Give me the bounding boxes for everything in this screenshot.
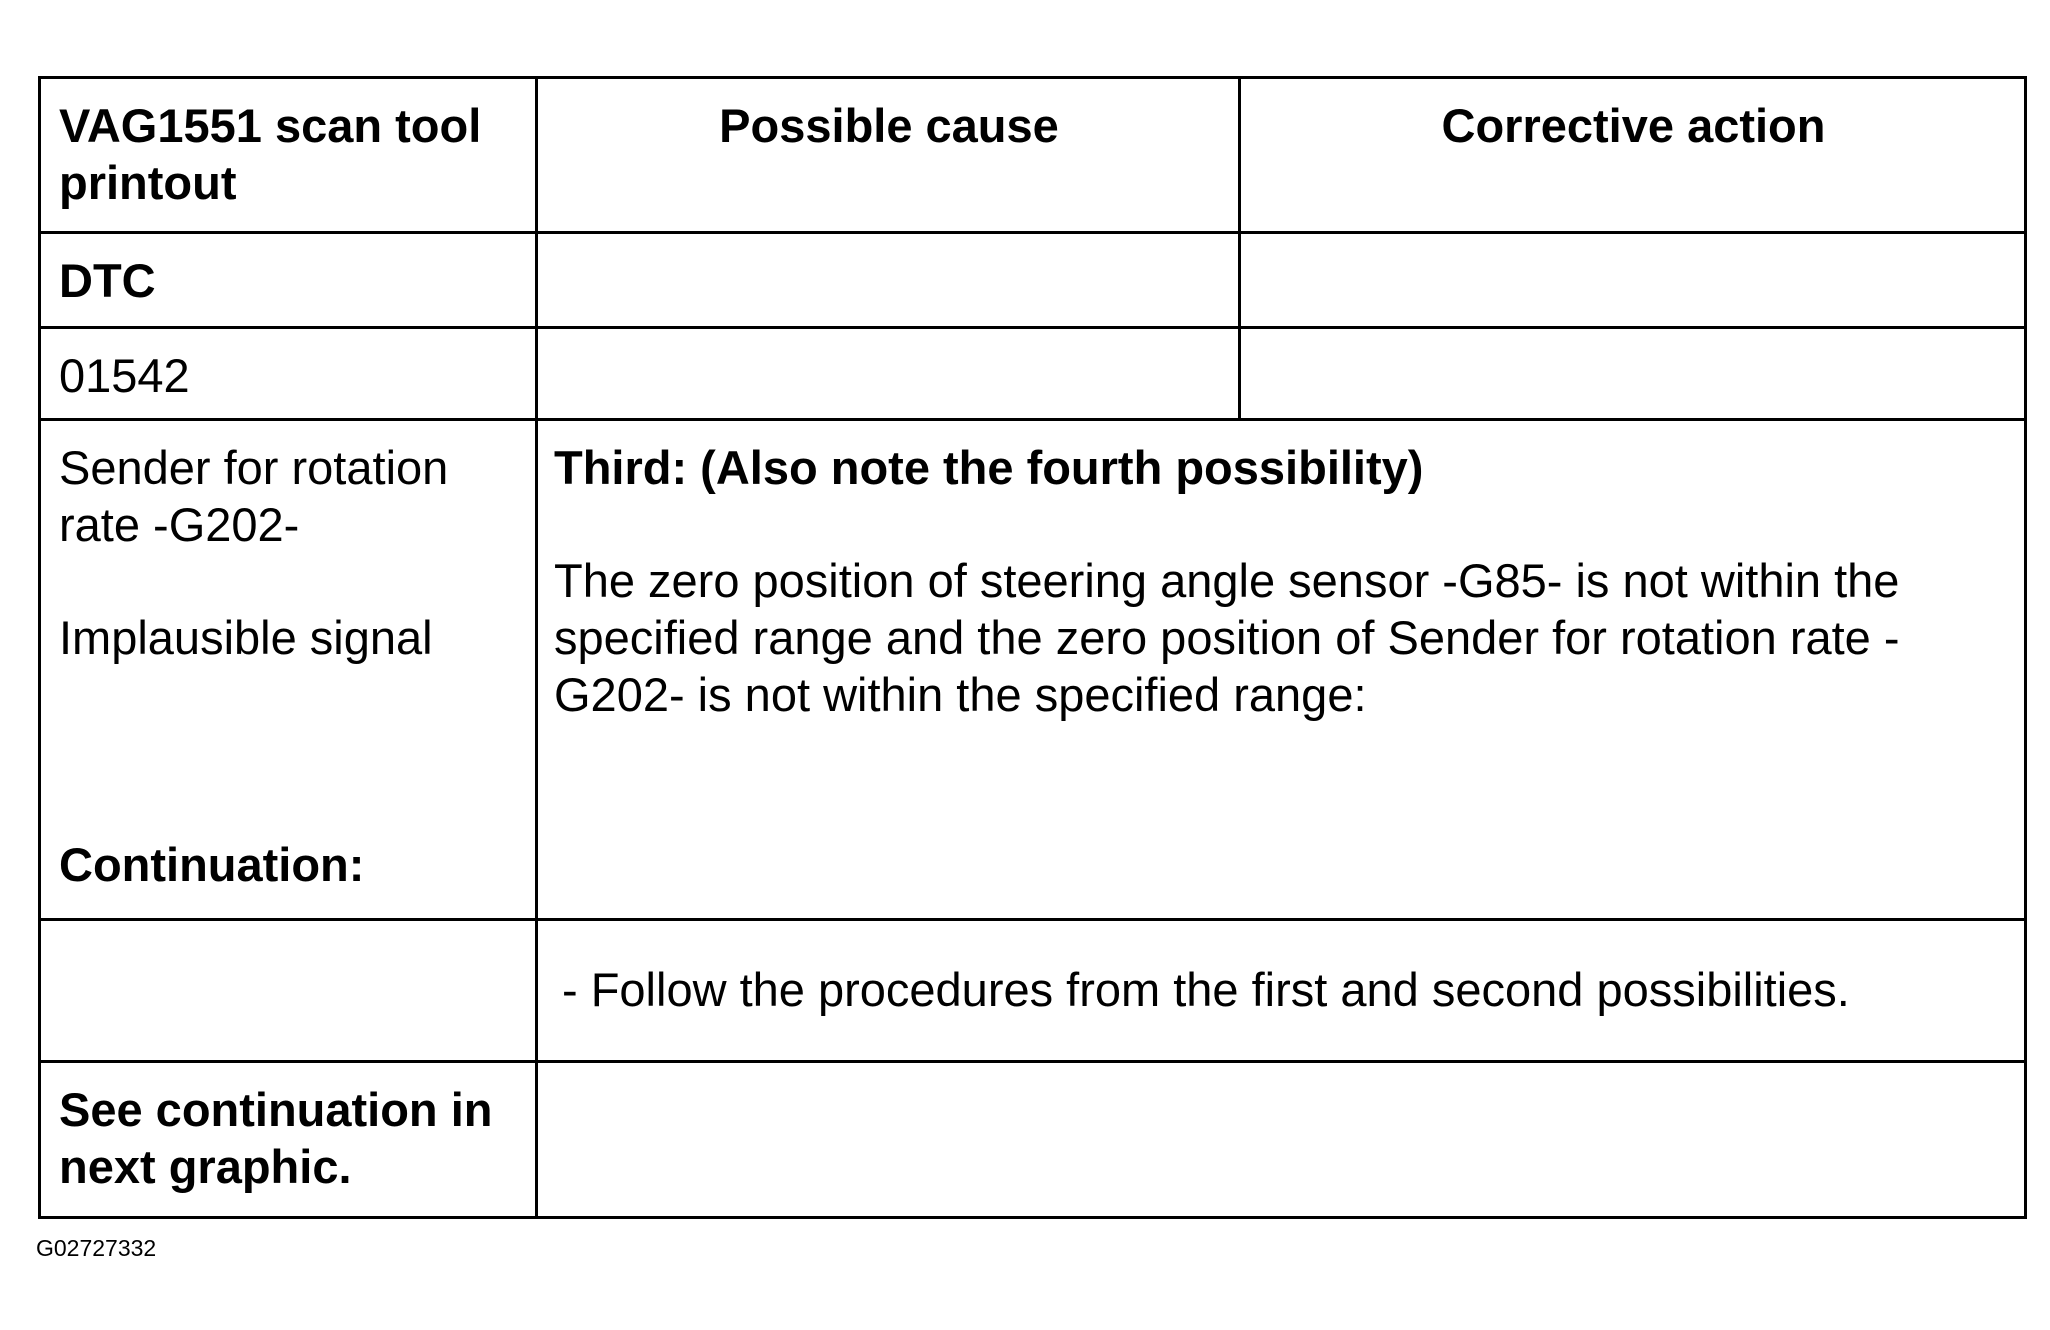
- empty-cell: [1240, 233, 2026, 328]
- empty-cell: [537, 328, 1240, 420]
- fault-name: Sender for rotation rate -G202-: [59, 441, 449, 551]
- fault-description-cell: [40, 420, 537, 920]
- dtc-label: DTC: [59, 254, 156, 307]
- empty-cell: [537, 233, 1240, 328]
- see-continuation-text: See continuation in next graphic.: [59, 1083, 493, 1193]
- continuation-label: Continuation:: [59, 838, 365, 891]
- header-action-label: Corrective action: [1441, 99, 1826, 152]
- empty-cell: [1240, 328, 2026, 420]
- fault-status: Implausible signal: [59, 611, 433, 664]
- header-printout-label: VAG1551 scan tool printout: [59, 99, 482, 209]
- header-cell-cause: [537, 78, 1240, 233]
- possible-cause-cell: [537, 420, 2026, 920]
- dtc-label-cell: [40, 233, 537, 328]
- dtc-label-row: [40, 233, 2026, 328]
- empty-cell: [537, 1062, 2026, 1218]
- dtc-code: 01542: [59, 349, 190, 402]
- corrective-action-cell: [537, 920, 2026, 1062]
- see-continuation-cell: [40, 1062, 537, 1218]
- see-continuation-row: [40, 1062, 2026, 1218]
- fault-row: [40, 420, 2026, 920]
- empty-cell: [40, 920, 537, 1062]
- cause-text: The zero position of steering angle sensor -G85- is not within the specified range and the zero position of Sender for rotation rate -G202- is not within the specified range:: [554, 554, 1900, 721]
- header-cause-label: Possible cause: [719, 99, 1059, 152]
- cause-heading: Third: (Also note the fourth possibility): [554, 441, 1424, 494]
- header-cell-action: [1240, 78, 2026, 233]
- header-row: [40, 78, 2026, 233]
- figure-id: G02727332: [36, 1235, 157, 1261]
- corrective-action-text: - Follow the procedures from the first and second possibilities.: [562, 963, 1850, 1016]
- action-row: [40, 920, 2026, 1062]
- header-cell-printout: [40, 78, 537, 233]
- diagnostic-table: [38, 76, 2027, 1219]
- dtc-code-cell: [40, 328, 537, 420]
- dtc-code-row: [40, 328, 2026, 420]
